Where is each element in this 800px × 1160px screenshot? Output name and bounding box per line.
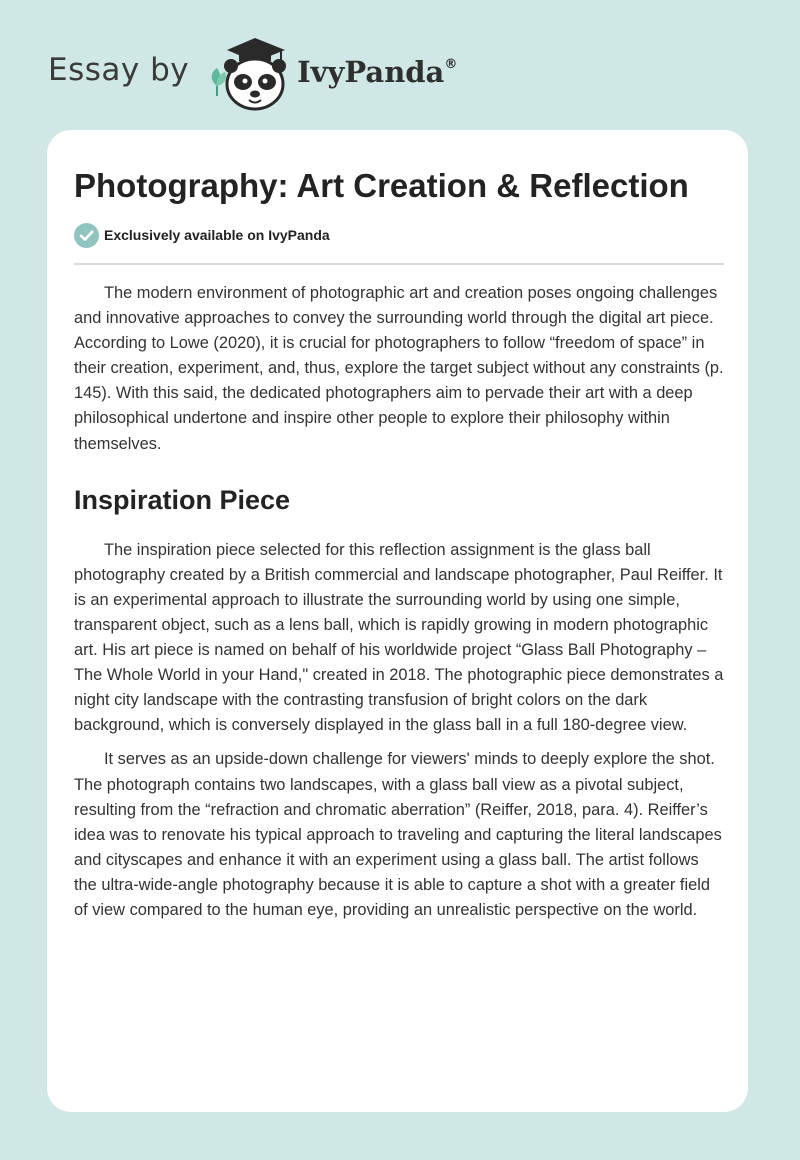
exclusive-badge — [74, 222, 724, 248]
article-content — [74, 166, 724, 923]
article-card — [47, 130, 748, 1112]
site-header — [48, 34, 457, 114]
paragraph-intro: The modern environment of photographic art and creation poses ongoing challenges and innovative approaches to convey the surrounding world through the digital art piece. According to Lowe (2020), it is crucial for photographers to follow “freedom of space” in their creation, experiment, and, thus, explore the target subject without any constraints (p. 145). With this said, the dedicated photographers aim to pervade their art with a deep philosophical undertone and inspire other people to explore their philosophy within themselves. — [74, 284, 724, 453]
brand-name-text: IvyPanda — [297, 55, 445, 89]
divider — [74, 263, 724, 265]
essay-by-label: Essay by — [48, 52, 190, 88]
check-circle-icon — [74, 223, 99, 248]
paragraph-inspiration: The inspiration piece selected for this reflection assignment is the glass ball photography created by a British commercial and landscape photographer, Paul Reiffer. It is an experimental approach to illustrate the surrounding world by using one simple, transparent object, such as a lens ball, which is rapidly growing in modern photographic art. His art piece is named on behalf of his worldwide project “Glass Ball Photography – The Whole World in your Hand," created in 2018. The photographic piece demonstrates a night city landscape with the contrasting transfusion of bright colors on the dark background, which is conversely displayed in the glass ball in a full 180-degree view. — [74, 540, 724, 735]
badge-label: Exclusively available on IvyPanda — [104, 227, 330, 243]
brand-name[interactable] — [297, 55, 457, 89]
page-title: Photography: Art Creation & Reflection — [74, 167, 689, 204]
registered-mark: ® — [444, 57, 458, 72]
section-heading: Inspiration Piece — [74, 484, 291, 515]
panda-graduate-icon[interactable] — [203, 34, 297, 114]
paragraph-analysis: It serves as an upside-down challenge for viewers' minds to deeply explore the shot. The photograph contains two landscapes, with a glass ball view as a pivotal subject, resulting from the “refraction and chromatic aberration” (Reiffer, 2018, para. 4). Reiffer’s idea was to renovate his typical approach to traveling and capturing the literal landscapes and cityscapes and enhance it with an experiment using a glass ball. The artist follows the ultra-wide-angle photography because it is able to capture a shot with a greater field of view compared to the human eye, providing an unrealistic perspective on the world. — [74, 750, 722, 919]
